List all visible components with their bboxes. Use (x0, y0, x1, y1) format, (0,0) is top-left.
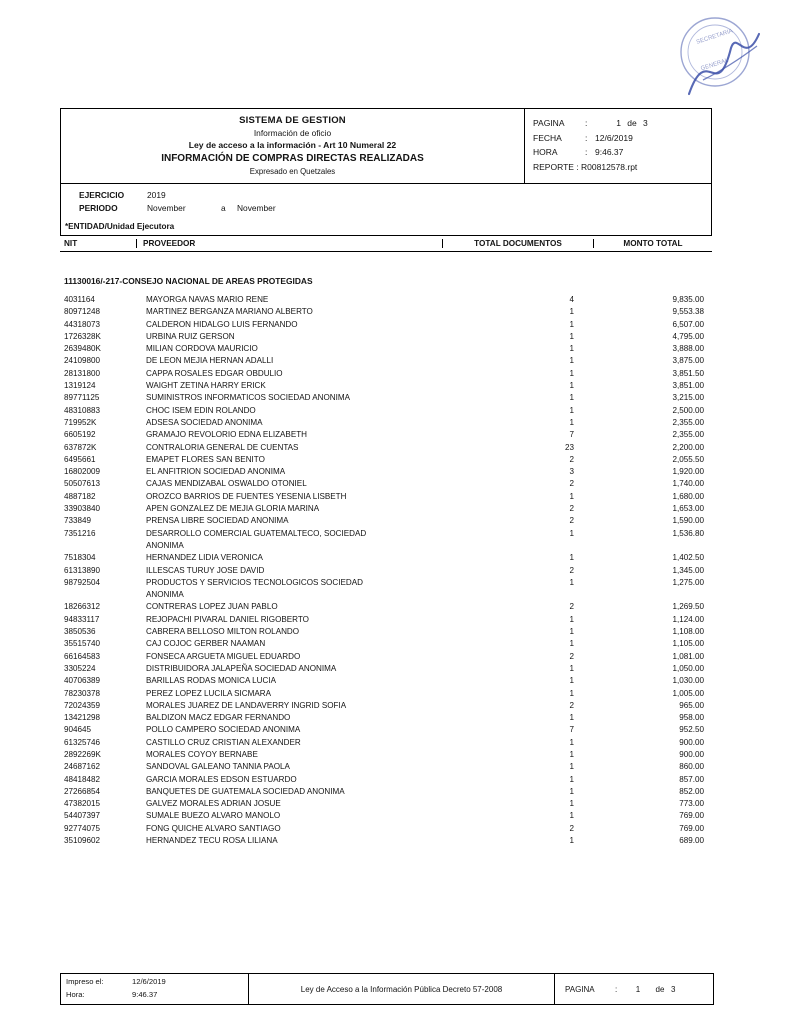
meta-hora: HORA : 9:46.37 (533, 145, 711, 160)
footer-pagination (555, 974, 713, 1004)
cell-proveedor: REJOPACHI PIVARAL DANIEL RIGOBERTO (146, 614, 309, 624)
cell-total-documentos: 2 (569, 454, 574, 464)
table-row (60, 712, 712, 724)
report-body (60, 108, 712, 847)
signature-stamp (653, 8, 773, 120)
cell-nit: 61313890 (64, 565, 101, 575)
cell-total-documentos: 2 (569, 651, 574, 661)
cell-monto-total: 2,355.00 (672, 417, 704, 427)
cell-total-documentos: 1 (569, 811, 574, 821)
cell-total-documentos: 1 (569, 836, 574, 846)
cell-monto-total: 1,740.00 (672, 479, 704, 489)
cell-total-documentos: 1 (569, 307, 574, 317)
meta-fecha: FECHA : 12/6/2019 (533, 131, 711, 146)
cell-monto-total: 1,680.00 (672, 491, 704, 501)
cell-proveedor: CONTRALORIA GENERAL DE CUENTAS (146, 442, 299, 452)
table-row (60, 577, 712, 602)
cell-total-documentos: 1 (569, 553, 574, 563)
cell-proveedor: PRENSA LIBRE SOCIEDAD ANONIMA (146, 516, 289, 526)
currency-note: Expresado en Quetzales (249, 167, 336, 176)
periodo-sep: a (221, 203, 226, 213)
cell-nit: 24687162 (64, 762, 101, 772)
table-row (60, 798, 712, 810)
cell-monto-total: 1,108.00 (672, 627, 704, 637)
system-title: SISTEMA DE GESTION (239, 115, 346, 126)
cell-proveedor: SUMALE BUEZO ALVARO MANOLO (146, 811, 281, 821)
cell-monto-total: 1,536.80 (672, 528, 704, 538)
cell-nit: 27266854 (64, 786, 101, 796)
periodo-to: November (237, 203, 276, 213)
law-reference: Ley de acceso a la información - Art 10 Numeral 22 (188, 140, 397, 150)
cell-monto-total: 3,888.00 (672, 344, 704, 354)
table-row (60, 565, 712, 577)
column-header-proveedor: PROVEEDOR (136, 239, 442, 248)
cell-total-documentos: 1 (569, 405, 574, 415)
cell-proveedor: GARCIA MORALES EDSON ESTUARDO (146, 774, 297, 784)
table-row (60, 663, 712, 675)
table-row (60, 491, 712, 503)
cell-nit: 50507613 (64, 479, 101, 489)
table-row (60, 368, 712, 380)
meta-fecha-value: 12/6/2019 (595, 132, 633, 143)
cell-monto-total: 965.00 (679, 700, 704, 710)
cell-total-documentos: 1 (569, 368, 574, 378)
cell-monto-total: 1,345.00 (672, 565, 704, 575)
cell-nit: 28131800 (64, 368, 101, 378)
cell-total-documentos: 1 (569, 713, 574, 723)
cell-total-documentos: 2 (569, 504, 574, 514)
meta-reporte (533, 160, 711, 175)
ejercicio-label: EJERCICIO (79, 190, 125, 200)
cell-proveedor: CHOC ISEM EDIN ROLANDO (146, 405, 256, 415)
cell-total-documentos: 1 (569, 331, 574, 341)
cell-monto-total: 2,500.00 (672, 405, 704, 415)
report-header-titles (61, 109, 524, 183)
cell-monto-total: 2,200.00 (672, 442, 704, 452)
table-row (60, 306, 712, 318)
report-footer (60, 973, 714, 1005)
footer-hora (66, 989, 248, 1002)
cell-monto-total: 860.00 (679, 762, 704, 772)
table-row (60, 688, 712, 700)
cell-monto-total: 3,875.00 (672, 356, 704, 366)
cell-proveedor: HERNANDEZ LIDIA VERONICA (146, 553, 263, 563)
table-row (60, 823, 712, 835)
cell-proveedor-line2: ANONIMA (146, 540, 184, 550)
table-row (60, 454, 712, 466)
table-column-headers (60, 235, 712, 252)
cell-proveedor (146, 528, 502, 553)
table-row (60, 786, 712, 798)
cell-nit: 54407397 (64, 811, 101, 821)
cell-nit: 40706389 (64, 676, 101, 686)
meta-pagina-de: de (627, 118, 637, 128)
cell-monto-total: 1,124.00 (672, 614, 704, 624)
cell-proveedor: EL ANFITRION SOCIEDAD ANONIMA (146, 467, 286, 477)
table-row (60, 319, 712, 331)
cell-nit: 18266312 (64, 602, 101, 612)
cell-total-documentos: 1 (569, 663, 574, 673)
entity-group-title: 11130016/-217-CONSEJO NACIONAL DE AREAS PROTEGIDAS (64, 276, 313, 286)
periodo-from: November (147, 203, 186, 213)
cell-proveedor: MORALES COYOY BERNABE (146, 749, 258, 759)
cell-monto-total: 1,275.00 (672, 577, 704, 587)
cell-total-documentos: 1 (569, 799, 574, 809)
cell-monto-total: 1,030.00 (672, 676, 704, 686)
cell-monto-total: 857.00 (679, 774, 704, 784)
footer-hora-label: Hora: (66, 989, 85, 999)
cell-nit: 13421298 (64, 713, 101, 723)
cell-nit: 733849 (64, 516, 92, 526)
table-row (60, 442, 712, 454)
cell-monto-total: 3,851.50 (672, 368, 704, 378)
cell-proveedor: FONSECA ARGUETA MIGUEL EDUARDO (146, 651, 301, 661)
cell-nit: 4031164 (64, 295, 95, 304)
cell-total-documentos: 2 (569, 479, 574, 489)
table-row (60, 552, 712, 564)
cell-monto-total: 1,269.50 (672, 602, 704, 612)
cell-nit: 24109800 (64, 356, 101, 366)
table-row (60, 737, 712, 749)
cell-monto-total: 1,050.00 (672, 663, 704, 673)
table-row (60, 478, 712, 490)
cell-proveedor: PEREZ LOPEZ LUCILA SICMARA (146, 688, 272, 698)
cell-nit: 61325746 (64, 737, 101, 747)
cell-monto-total: 1,653.00 (672, 504, 704, 514)
table-row (60, 614, 712, 626)
cell-total-documentos: 1 (569, 688, 574, 698)
cell-total-documentos: 1 (569, 381, 574, 391)
cell-proveedor: ILLESCAS TURUY JOSE DAVID (146, 565, 265, 575)
cell-monto-total: 689.00 (679, 836, 704, 846)
cell-monto-total: 2,055.50 (672, 454, 704, 464)
cell-proveedor: CAJAS MENDIZABAL OSWALDO OTONIEL (146, 479, 307, 489)
cell-proveedor: FONG QUICHE ALVARO SANTIAGO (146, 823, 281, 833)
cell-nit: 6605192 (64, 430, 96, 440)
cell-proveedor: DISTRIBUIDORA JALAPEÑA SOCIEDAD ANONIMA (146, 663, 337, 673)
cell-proveedor: OROZCO BARRIOS DE FUENTES YESENIA LISBETH (146, 491, 347, 501)
cell-total-documentos: 1 (569, 762, 574, 772)
cell-monto-total: 3,215.00 (672, 393, 704, 403)
cell-monto-total: 1,920.00 (672, 467, 704, 477)
cell-proveedor: MAYORGA NAVAS MARIO RENE (146, 295, 269, 304)
cell-monto-total: 9,553.38 (672, 307, 704, 317)
cell-monto-total: 773.00 (679, 799, 704, 809)
meta-reporte-value: R00812578.rpt (581, 161, 638, 172)
meta-pagina-value: 1 (616, 118, 621, 128)
cell-total-documentos: 1 (569, 356, 574, 366)
criteria-periodo (79, 202, 711, 215)
table-row (60, 724, 712, 736)
table-row (60, 343, 712, 355)
footer-pagina-value: 1 (635, 984, 641, 994)
cell-proveedor: MARTINEZ BERGANZA MARIANO ALBERTO (146, 307, 313, 317)
cell-proveedor: CAJ COJOC GERBER NAAMAN (146, 639, 266, 649)
cell-nit: 4887182 (64, 491, 96, 501)
cell-proveedor: CASTILLO CRUZ CRISTIAN ALEXANDER (146, 737, 301, 747)
cell-nit: 92774075 (64, 823, 101, 833)
cell-total-documentos: 2 (569, 516, 574, 526)
column-header-nit: NIT (64, 239, 78, 248)
cell-nit: 6495661 (64, 454, 96, 464)
table-row (60, 835, 712, 847)
table-row (60, 294, 712, 306)
table-row (60, 675, 712, 687)
cell-monto-total: 952.50 (679, 725, 704, 735)
table-row (60, 626, 712, 638)
cell-total-documentos: 1 (569, 774, 574, 784)
cell-total-documentos: 1 (569, 786, 574, 796)
cell-total-documentos: 2 (569, 700, 574, 710)
meta-hora-label: HORA (533, 147, 558, 157)
table-row (60, 638, 712, 650)
report-meta (524, 109, 711, 183)
entidad-label: *ENTIDAD/Unidad Ejecutora (60, 219, 712, 235)
table-row (60, 700, 712, 712)
footer-pagina-label: PAGINA (565, 984, 595, 994)
cell-monto-total: 1,005.00 (672, 688, 704, 698)
table-row (60, 761, 712, 773)
report-header (60, 108, 712, 183)
cell-nit: 35109602 (64, 836, 101, 846)
meta-pagina-label: PAGINA (533, 118, 565, 128)
cell-proveedor: SUMINISTROS INFORMATICOS SOCIEDAD ANONIMA (146, 393, 351, 403)
cell-proveedor-line1: PRODUCTOS Y SERVICIOS TECNOLOGICOS SOCIEDAD (146, 577, 363, 587)
cell-nit: 48418482 (64, 774, 101, 784)
cell-total-documentos: 1 (569, 577, 574, 587)
cell-nit: 16802009 (64, 467, 101, 477)
cell-nit: 2892269K (64, 749, 101, 759)
svg-text:GENERAL: GENERAL (700, 57, 730, 73)
footer-pagina-de: de (655, 984, 665, 994)
cell-total-documentos: 1 (569, 749, 574, 759)
column-header-monto-total: MONTO TOTAL (593, 239, 712, 248)
periodo-label: PERIODO (79, 203, 118, 213)
criteria-block (60, 183, 712, 219)
cell-nit: 78230378 (64, 688, 101, 698)
cell-total-documentos: 1 (569, 614, 574, 624)
cell-proveedor: CALDERON HIDALGO LUIS FERNANDO (146, 319, 298, 329)
cell-total-documentos: 4 (569, 295, 574, 304)
cell-nit: 72024359 (64, 700, 101, 710)
cell-proveedor: DE LEON MEJIA HERNAN ADALLI (146, 356, 274, 366)
cell-proveedor: CABRERA BELLOSO MILTON ROLANDO (146, 627, 300, 637)
cell-total-documentos: 1 (569, 344, 574, 354)
footer-impreso-value: 12/6/2019 (132, 977, 166, 986)
cell-total-documentos: 23 (564, 442, 574, 452)
footer-pagina-total: 3 (671, 984, 676, 994)
cell-monto-total: 6,507.00 (672, 319, 704, 329)
cell-total-documentos: 1 (569, 393, 574, 403)
table-row (60, 503, 712, 515)
cell-nit: 80971248 (64, 307, 101, 317)
cell-total-documentos: 1 (569, 737, 574, 747)
cell-monto-total: 4,795.00 (672, 331, 704, 341)
cell-monto-total: 769.00 (679, 811, 704, 821)
report-title: INFORMACIÓN DE COMPRAS DIRECTAS REALIZADAS (161, 153, 424, 164)
table-row (60, 810, 712, 822)
table-row (60, 774, 712, 786)
cell-monto-total: 769.00 (679, 823, 704, 833)
cell-nit: 94833117 (64, 614, 100, 624)
cell-proveedor: BALDIZON MACZ EDGAR FERNANDO (146, 713, 291, 723)
cell-proveedor: HERNANDEZ TECU ROSA LILIANA (146, 836, 278, 846)
cell-monto-total: 852.00 (679, 786, 704, 796)
cell-total-documentos: 1 (569, 639, 574, 649)
table-row (60, 355, 712, 367)
cell-nit: 98792504 (64, 577, 101, 587)
cell-total-documentos: 2 (569, 602, 574, 612)
cell-nit: 1319124 (64, 381, 96, 391)
cell-total-documentos: 7 (569, 430, 574, 440)
cell-total-documentos: 3 (569, 467, 574, 477)
cell-total-documentos: 7 (569, 725, 574, 735)
cell-nit: 66164583 (64, 651, 101, 661)
cell-nit: 44318073 (64, 319, 101, 329)
cell-proveedor: SANDOVAL GALEANO TANNIA PAOLA (146, 762, 290, 772)
cell-monto-total: 900.00 (679, 749, 704, 759)
table-row (60, 749, 712, 761)
cell-monto-total: 900.00 (679, 737, 704, 747)
cell-nit: 33903840 (64, 504, 101, 514)
table-row (60, 601, 712, 613)
cell-monto-total: 1,402.50 (672, 553, 704, 563)
cell-total-documentos: 1 (569, 528, 574, 538)
cell-proveedor: ADSESA SOCIEDAD ANONIMA (146, 417, 263, 427)
cell-total-documentos: 1 (569, 676, 574, 686)
cell-nit: 1726328K (64, 331, 101, 341)
cell-nit: 2639480K (64, 344, 101, 354)
footer-hora-value: 9:46.37 (132, 989, 158, 999)
cell-proveedor: POLLO CAMPERO SOCIEDAD ANONIMA (146, 725, 301, 735)
cell-proveedor: CONTRERAS LOPEZ JUAN PABLO (146, 602, 278, 612)
table-row (60, 528, 712, 553)
cell-proveedor: BANQUETES DE GUATEMALA SOCIEDAD ANONIMA (146, 786, 345, 796)
table-row (60, 515, 712, 527)
cell-proveedor-line2: ANONIMA (146, 590, 184, 600)
cell-proveedor: MILIAN CORDOVA MAURICIO (146, 344, 258, 354)
cell-proveedor: APEN GONZALEZ DE MEJIA GLORIA MARINA (146, 504, 320, 514)
footer-legal-text: Ley de Acceso a la Información Pública Decreto 57-2008 (248, 974, 555, 1004)
footer-pagina-colon: : (615, 984, 618, 994)
meta-pagina-total: 3 (643, 118, 648, 128)
footer-impreso-label: Impreso el: (66, 977, 104, 986)
cell-proveedor: EMAPET FLORES SAN BENITO (146, 454, 265, 464)
cell-monto-total: 3,851.00 (672, 381, 704, 391)
cell-nit: 35515740 (64, 639, 101, 649)
table-row (60, 651, 712, 663)
cell-nit: 904645 (64, 725, 92, 735)
column-header-total-documentos: TOTAL DOCUMENTOS (442, 239, 593, 248)
meta-reporte-label: REPORTE : (533, 161, 579, 172)
cell-monto-total: 1,590.00 (672, 516, 704, 526)
cell-monto-total: 9,835.00 (672, 295, 704, 304)
cell-monto-total: 1,081.00 (672, 651, 704, 661)
cell-total-documentos: 1 (569, 627, 574, 637)
ejercicio-value: 2019 (147, 190, 166, 200)
table-row (60, 331, 712, 343)
cell-proveedor: CAPPA ROSALES EDGAR OBDULIO (146, 368, 283, 378)
footer-print-info (61, 974, 248, 1004)
system-subtitle: Información de oficio (253, 128, 332, 138)
cell-nit: 48310883 (64, 405, 101, 415)
svg-text:SECRETARIA: SECRETARIA (695, 28, 734, 46)
cell-monto-total: 1,105.00 (672, 639, 704, 649)
footer-impreso (66, 976, 248, 989)
cell-monto-total: 958.00 (679, 713, 704, 723)
table-row (60, 392, 712, 404)
cell-proveedor (146, 577, 502, 602)
table-row (60, 405, 712, 417)
cell-proveedor: WAIGHT ZETINA HARRY ERICK (146, 381, 266, 391)
cell-nit: 7518304 (64, 553, 96, 563)
cell-proveedor-line1: DESARROLLO COMERCIAL GUATEMALTECO, SOCIEDAD (146, 528, 367, 538)
cell-total-documentos: 1 (569, 417, 574, 427)
table-row (60, 380, 712, 392)
cell-proveedor: GRAMAJO REVOLORIO EDNA ELIZABETH (146, 430, 308, 440)
table-row (60, 466, 712, 478)
cell-nit: 3305224 (64, 663, 96, 673)
cell-nit: 7351216 (64, 528, 96, 538)
cell-proveedor: MORALES JUAREZ DE LANDAVERRY INGRID SOFIA (146, 700, 347, 710)
cell-total-documentos: 2 (569, 565, 574, 575)
cell-proveedor: GALVEZ MORALES ADRIAN JOSUE (146, 799, 281, 809)
cell-proveedor: URBINA RUIZ GERSON (146, 331, 235, 341)
cell-nit: 719952K (64, 417, 97, 427)
meta-fecha-label: FECHA (533, 132, 562, 143)
cell-proveedor: BARILLAS RODAS MONICA LUCIA (146, 676, 276, 686)
cell-total-documentos: 2 (569, 823, 574, 833)
cell-nit: 47382015 (64, 799, 101, 809)
cell-nit: 637872K (64, 442, 97, 452)
meta-hora-value: 9:46.37 (595, 147, 624, 157)
cell-nit: 3850536 (64, 627, 96, 637)
table-rows (60, 294, 712, 847)
table-row (60, 429, 712, 441)
cell-total-documentos: 1 (569, 319, 574, 329)
table-row (60, 417, 712, 429)
cell-total-documentos: 1 (569, 491, 574, 501)
cell-monto-total: 2,355.00 (672, 430, 704, 440)
criteria-ejercicio (79, 189, 711, 202)
cell-nit: 89771125 (64, 393, 100, 403)
meta-pagina: PAGINA : 1 de 3 (533, 116, 711, 131)
